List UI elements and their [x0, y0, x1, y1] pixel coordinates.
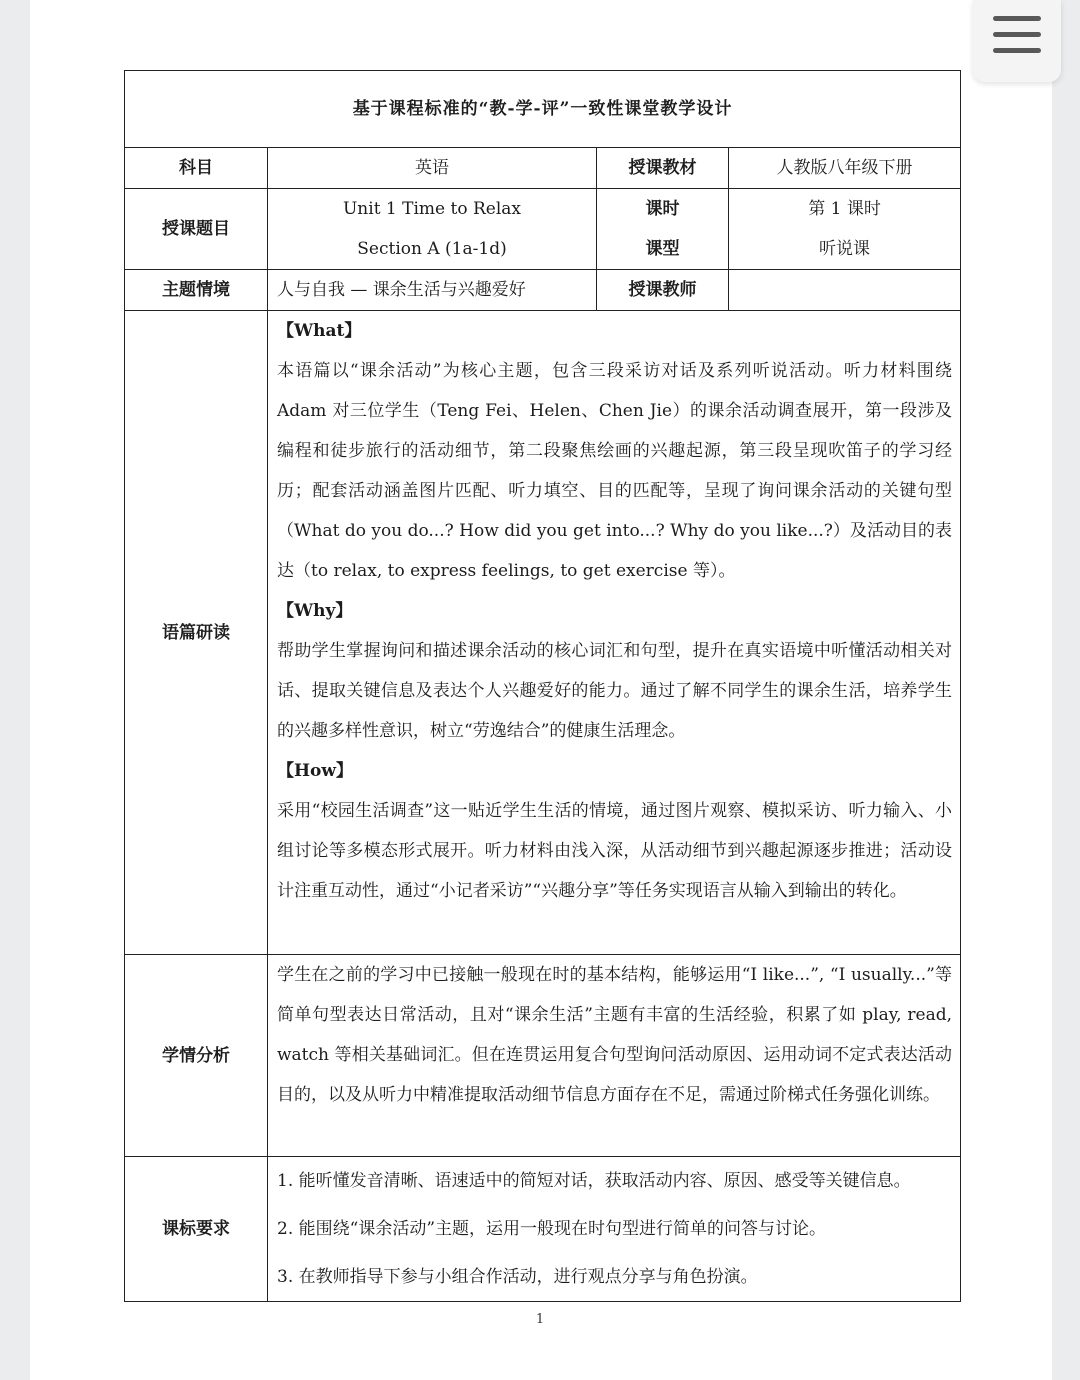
teacher-value: [729, 270, 961, 311]
why-heading: 【Why】: [277, 601, 353, 621]
period-value: 第 1 课时: [808, 199, 881, 219]
lesson-plan-table: [124, 70, 961, 1302]
teacher-label: 授课教师: [597, 270, 729, 311]
period-type-labels: [597, 189, 729, 270]
textbook-value: 人教版八年级下册: [729, 148, 961, 189]
lesson-type-value: 听说课: [819, 239, 871, 259]
topic-line-1: Unit 1 Time to Relax: [342, 199, 522, 219]
student-analysis-paragraph: 学生在之前的学习中已接触一般现在时的基本结构，能够运用“I like...”, “I usually...”等简单句型表达日常活动，且对“课余生活”主题有丰富的生活经验，积累了如 play, read, watch 等相关基础词汇。但在连贯运用复合句型询问活动原因、运用动词不定式表达活动目的，以及从听力中精准提取活动细节信息方面存在不足，需通过阶梯式任务强化训练。: [268, 955, 961, 1157]
standard-item: 2. 能围绕“课余活动”主题，运用一般现在时句型进行简单的问答与讨论。: [277, 1219, 827, 1239]
menu-icon[interactable]: [973, 0, 1061, 82]
textbook-label: 授课教材: [597, 148, 729, 189]
menu-icon-bar: [993, 16, 1041, 21]
menu-icon-bar: [993, 48, 1041, 53]
standards-list: [268, 1157, 961, 1302]
period-label: 课时: [645, 199, 680, 219]
why-paragraph: 帮助学生掌握询问和描述课余活动的核心词汇和句型，提升在真实语境中听懂活动相关对话、提取关键信息及表达个人兴趣爱好的能力。通过了解不同学生的课余生活，培养学生的兴趣多样性意识，树立“劳逸结合”的健康生活理念。: [277, 641, 953, 741]
subject-value: 英语: [268, 148, 597, 189]
period-type-values: [729, 189, 961, 270]
standard-item: 3. 在教师指导下参与小组合作活动，进行观点分享与角色扮演。: [277, 1267, 758, 1287]
what-heading: 【What】: [277, 321, 362, 341]
student-analysis-label: 学情分析: [125, 955, 268, 1157]
what-paragraph: 本语篇以“课余活动”为核心主题，包含三段采访对话及系列听说活动。听力材料围绕 Adam 对三位学生（Teng Fei、Helen、Chen Jie）的课余活动调查展开，第一段涉及编程和徒步旅行的活动细节，第二段聚焦绘画的兴趣起源，第三段呈现吹笛子的学习经历；配套活动涵盖图片匹配、听力填空、目的匹配等，呈现了询问课余活动的关键句型（What do you do...? How did you get into...? Why do you like...?）及活动目的表达（to relax, to express feelings, to get exercise 等）。: [277, 361, 953, 581]
page-number: 1: [535, 1312, 545, 1327]
subject-label: 科目: [125, 148, 268, 189]
lesson-type-label: 课型: [645, 239, 680, 259]
topic-value: [268, 189, 597, 270]
standard-item: 1. 能听懂发音清晰、语速适中的简短对话，获取活动内容、原因、感受等关键信息。: [277, 1171, 911, 1191]
how-paragraph: 采用“校园生活调查”这一贴近学生生活的情境，通过图片观察、模拟采访、听力输入、小组讨论等多模态形式展开。听力材料由浅入深，从活动细节到兴趣起源逐步推进；活动设计注重互动性，通过“小记者采访”“兴趣分享”等任务实现语言从输入到输出的转化。: [277, 801, 953, 901]
topic-label: 授课题目: [125, 189, 268, 270]
document-title: 基于课程标准的“教-学-评”一致性课堂教学设计: [125, 71, 961, 148]
menu-icon-bar: [993, 32, 1041, 37]
topic-line-2: Section A (1a-1d): [357, 239, 507, 259]
text-analysis-content: [268, 311, 961, 955]
text-analysis-label: 语篇研读: [125, 311, 268, 955]
theme-value: 人与自我 — 课余生活与兴趣爱好: [268, 270, 597, 311]
how-heading: 【How】: [277, 761, 354, 781]
standards-label: 课标要求: [125, 1157, 268, 1302]
theme-label: 主题情境: [125, 270, 268, 311]
